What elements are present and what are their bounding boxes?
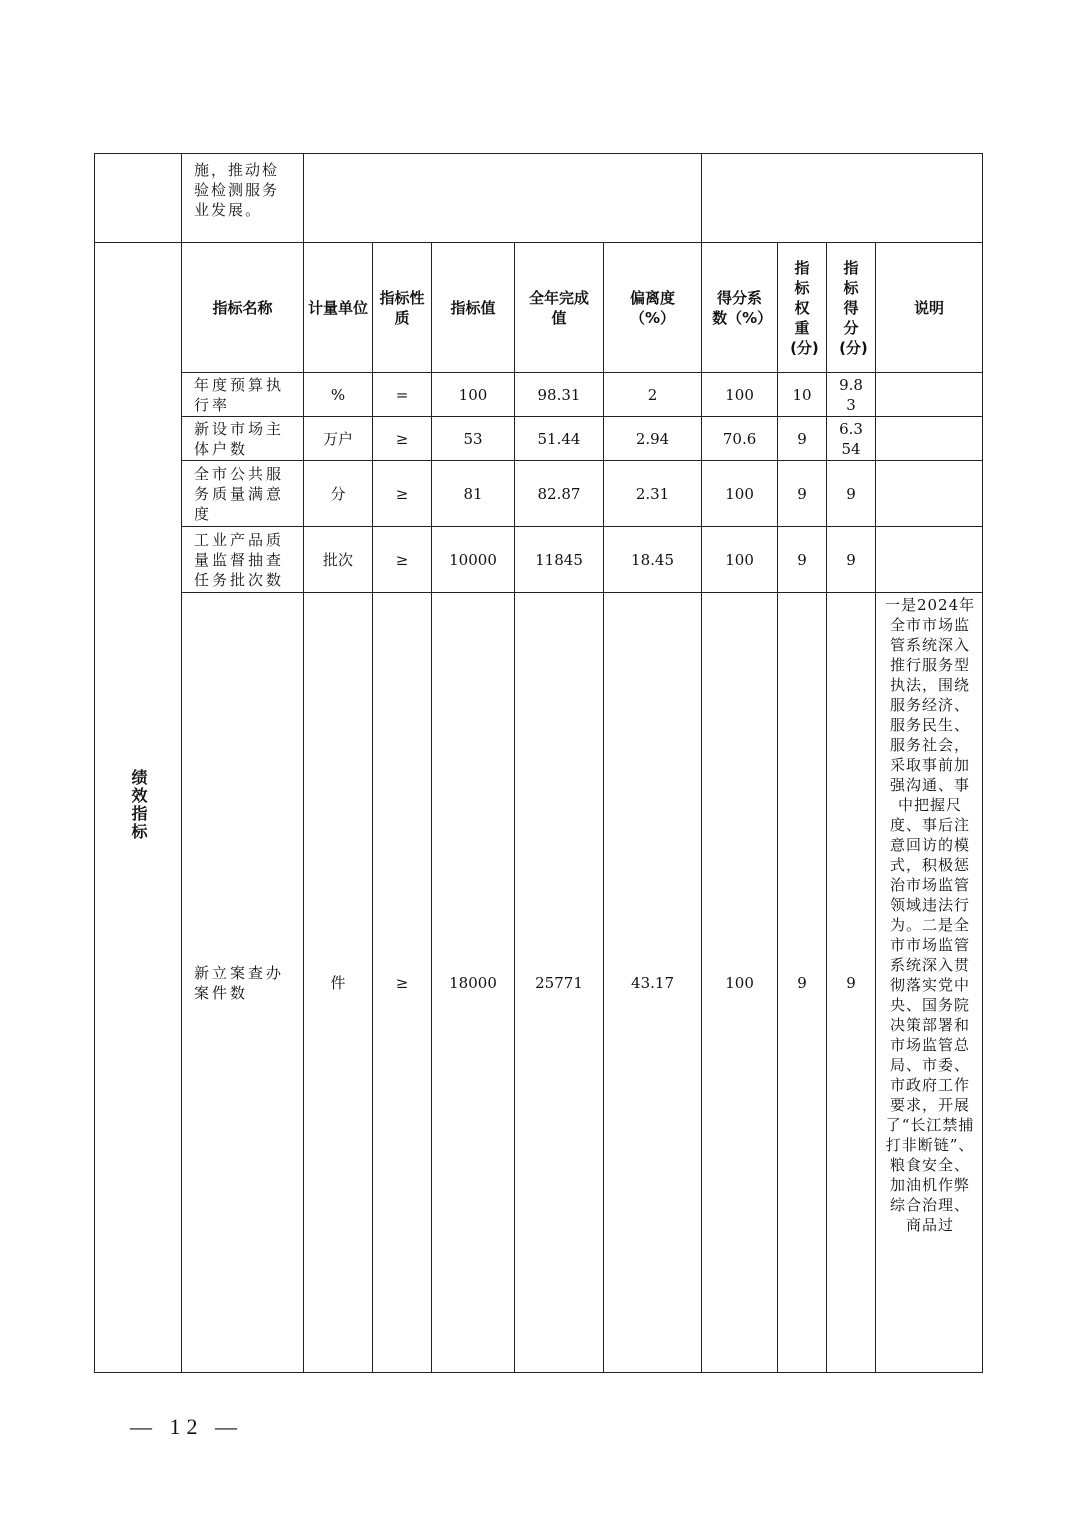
header-target: 指标值 — [432, 243, 515, 373]
row-note — [876, 527, 983, 593]
header-name: 指标名称 — [182, 243, 304, 373]
row-actual: 98.31 — [515, 373, 604, 417]
header-actual: 全年完成值 — [515, 243, 604, 373]
row-nature: = — [373, 373, 432, 417]
row-name: 新立案查办案件数 — [182, 593, 304, 1373]
empty-cell — [304, 154, 702, 243]
row-score: 9 — [827, 593, 876, 1373]
row-weight: 9 — [778, 593, 827, 1373]
row-nature: ≥ — [373, 461, 432, 527]
row-nature: ≥ — [373, 527, 432, 593]
row-nature: ≥ — [373, 593, 432, 1373]
row-deviation: 2.94 — [604, 417, 702, 461]
row-name: 年度预算执行率 — [182, 373, 304, 417]
row-actual: 82.87 — [515, 461, 604, 527]
header-nature: 指标性质 — [373, 243, 432, 373]
row-target: 100 — [432, 373, 515, 417]
header-row — [95, 243, 983, 373]
page-number-value: 12 — [169, 1414, 204, 1439]
row-weight: 9 — [778, 417, 827, 461]
row-unit: 万户 — [304, 417, 373, 461]
row-note-explanation: 一是2024年全市市场监管系统深入推行服务型执法，围绕服务经济、服务民生、服务社会，采取事前加强沟通、事中把握尺度、事后注意回访的模式，积极惩治市场监管领域违法行为。二是全市市场监管系统深入贯彻落实党中央、国务院决策部署和市场监管总局、市委、市政府工作要求，开展了“长江禁捕 打非断链”、粮食安全、加油机作弊综合治理、商品过 — [876, 593, 983, 1373]
header-unit: 计量单位 — [304, 243, 373, 373]
row-nature: ≥ — [373, 417, 432, 461]
row-target: 53 — [432, 417, 515, 461]
row-actual: 51.44 — [515, 417, 604, 461]
row-score: 9 — [827, 461, 876, 527]
row-coefficient: 70.6 — [702, 417, 778, 461]
header-weight: 指标权重(分) — [778, 243, 827, 373]
row-score: 9.83 — [827, 373, 876, 417]
table-row — [95, 593, 983, 1373]
row-coefficient: 100 — [702, 527, 778, 593]
row-deviation: 18.45 — [604, 527, 702, 593]
continuation-row — [95, 154, 983, 243]
row-unit: 分 — [304, 461, 373, 527]
table-row — [95, 417, 983, 461]
row-unit: 件 — [304, 593, 373, 1373]
header-score: 指标得分(分) — [827, 243, 876, 373]
row-actual: 25771 — [515, 593, 604, 1373]
header-note: 说明 — [876, 243, 983, 373]
continuation-text: 施，推动检验检测服务业发展。 — [182, 154, 304, 243]
row-target: 18000 — [432, 593, 515, 1373]
row-note — [876, 461, 983, 527]
table-row — [95, 461, 983, 527]
row-coefficient: 100 — [702, 461, 778, 527]
performance-table — [94, 153, 983, 1373]
row-deviation: 43.17 — [604, 593, 702, 1373]
row-coefficient: 100 — [702, 593, 778, 1373]
section-label-cell — [95, 243, 182, 1373]
row-unit: 批次 — [304, 527, 373, 593]
row-deviation: 2.31 — [604, 461, 702, 527]
row-note — [876, 417, 983, 461]
row-actual: 11845 — [515, 527, 604, 593]
table-row — [95, 527, 983, 593]
empty-cell — [95, 154, 182, 243]
row-target: 81 — [432, 461, 515, 527]
row-name: 工业产品质量监督抽查任务批次数 — [182, 527, 304, 593]
row-unit: % — [304, 373, 373, 417]
row-score: 9 — [827, 527, 876, 593]
page-number: — 12 — — [130, 1414, 243, 1439]
row-name: 全市公共服务质量满意度 — [182, 461, 304, 527]
table-row — [95, 373, 983, 417]
row-note — [876, 373, 983, 417]
row-target: 10000 — [432, 527, 515, 593]
section-label: 绩效指标 — [129, 769, 148, 841]
row-weight: 9 — [778, 461, 827, 527]
row-score: 6.354 — [827, 417, 876, 461]
empty-cell — [702, 154, 983, 243]
row-weight: 9 — [778, 527, 827, 593]
header-coefficient: 得分系数（%） — [702, 243, 778, 373]
header-deviation: 偏离度（%） — [604, 243, 702, 373]
row-coefficient: 100 — [702, 373, 778, 417]
row-weight: 10 — [778, 373, 827, 417]
row-name: 新设市场主体户数 — [182, 417, 304, 461]
row-deviation: 2 — [604, 373, 702, 417]
